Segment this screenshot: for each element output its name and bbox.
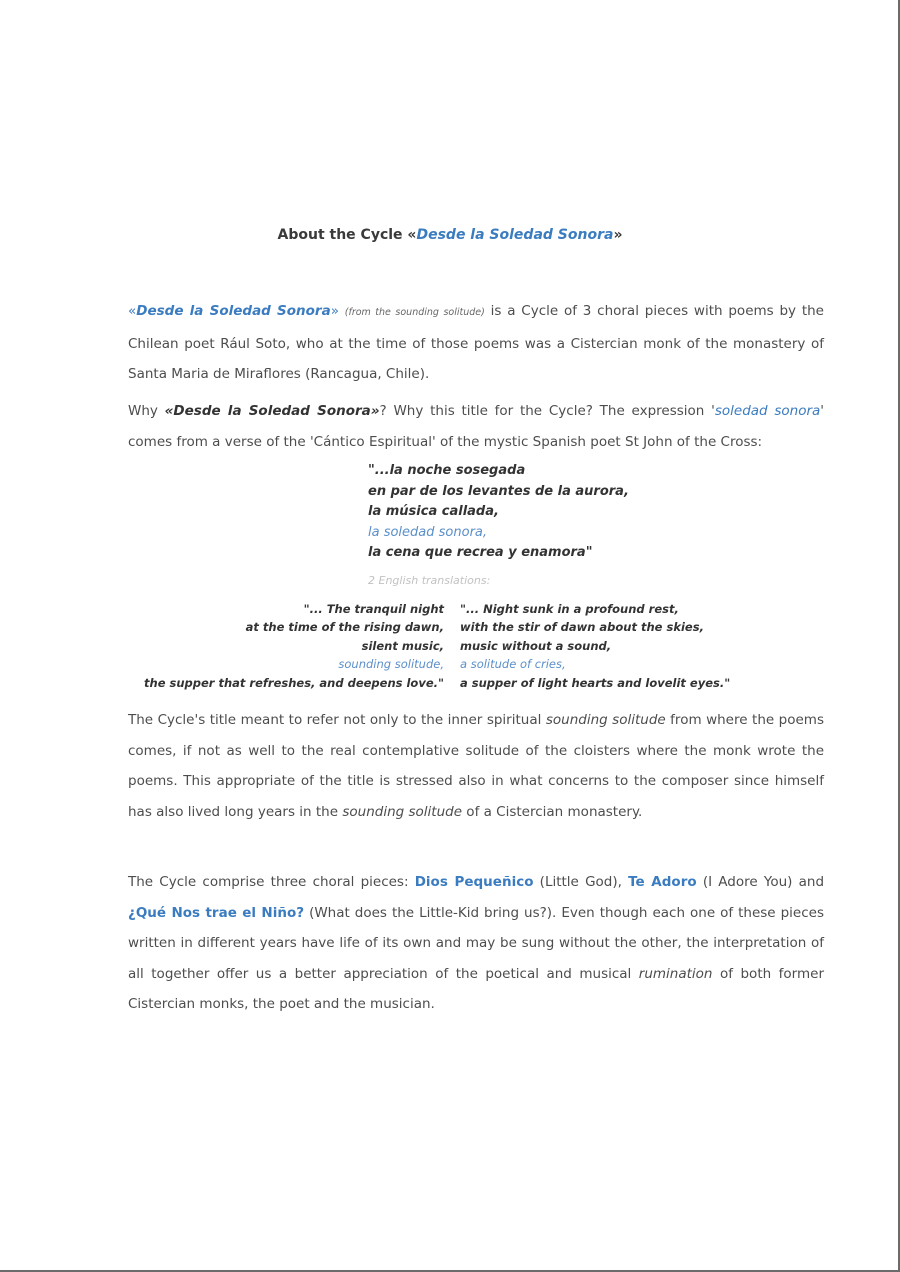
translation-line: with the stir of dawn about the skies, (460, 620, 704, 635)
translation-note: (from the sounding solitude) (344, 307, 485, 318)
pieces-text-c: (I Adore You) and (696, 874, 825, 890)
piece-dios-pequenico: Dios Pequeñico (414, 874, 534, 890)
translations-label: 2 English translations: (368, 574, 491, 587)
why-text-a: Why (128, 403, 165, 419)
translation-left (144, 600, 444, 692)
poem-line: en par de los levantes de la aurora, (368, 483, 629, 499)
why-text-b: ? Why this title for the Cycle? The expression ' (379, 403, 715, 419)
translation-right (460, 600, 730, 692)
pieces-paragraph (128, 867, 824, 1020)
title-suffix: » (613, 227, 623, 243)
translation-line: a supper of light hearts and lovelit eyes." (460, 675, 731, 690)
page-title (0, 227, 900, 243)
poem-line: la cena que recrea y enamora" (368, 545, 593, 560)
translation-line: the supper that refreshes, and deepens love." (144, 675, 444, 690)
emphasis: sounding solitude (545, 712, 666, 728)
spanish-poem (368, 461, 629, 564)
poem-line: la música callada, (368, 504, 499, 519)
title-meaning-paragraph (128, 705, 824, 827)
translation-line-highlight: a solitude of cries, (460, 657, 566, 672)
meaning-text-c: of a Cistercian monastery. (462, 803, 643, 820)
poem-line: "...la noche sosegada (368, 463, 526, 478)
translation-line: at the time of the rising dawn, (245, 620, 444, 635)
translation-line: "... The tranquil night (303, 602, 444, 616)
intro-text: is a Cycle of 3 choral pieces with poems by the Chilean poet Rául Soto, who at the time of those poems was a Cistercian monk of the monastery of Santa Maria de Miraflores (Rancagua, Chile). (128, 303, 824, 382)
pieces-text-d: (What does the Little-Kid bring us?). Even though each one of these pieces written in different years have life of its own and may be sung without the other, the interpretation of all together offer us a better appreciation of the poetical and musical (128, 904, 824, 982)
title-cycle-name: Desde la Soledad Sonora (416, 227, 614, 243)
translation-line: music without a sound, (460, 638, 612, 653)
piece-que-nos-trae: ¿Qué Nos trae el Niño? (128, 904, 305, 921)
piece-te-adoro: Te Adoro (628, 874, 697, 890)
title-prefix: About the Cycle « (277, 227, 417, 243)
translation-line: "... Night sunk in a profound rest, (460, 602, 679, 616)
open-quote: « (128, 303, 137, 319)
why-title-paragraph (128, 396, 824, 457)
pieces-text-b: (Little God), (533, 874, 629, 890)
why-cycle-title: «Desde la Soledad Sonora» (164, 403, 380, 419)
poem-line-highlight: la soledad sonora, (368, 524, 488, 540)
meaning-text-a: The Cycle's title meant to refer not only to the inner spiritual (128, 712, 546, 728)
why-text-c: ' comes from a verse of the 'Cántico Espiritual' of the mystic Spanish poet St John of the Cross: (128, 403, 825, 450)
cycle-name: Desde la Soledad Sonora (136, 303, 331, 319)
expression-highlight: soledad sonora (714, 403, 821, 419)
emphasis: sounding solitude (342, 803, 463, 820)
meaning-text-b: from where the poems comes, if not as well to the real contemplative solitude of the cloisters where the monk wrote the poems. This appropriate of the title is stressed also in what concerns to the composer since himself has also lived long years in the (128, 712, 824, 820)
close-quote: » (330, 303, 339, 319)
translation-line-highlight: sounding solitude, (338, 657, 444, 672)
emphasis: rumination (638, 965, 713, 982)
pieces-text-a: The Cycle comprise three choral pieces: (128, 874, 415, 890)
translation-line: silent music, (361, 638, 444, 653)
intro-paragraph (128, 296, 824, 390)
pieces-text-e: of both former Cistercian monks, the poet and the musician. (128, 965, 824, 1012)
